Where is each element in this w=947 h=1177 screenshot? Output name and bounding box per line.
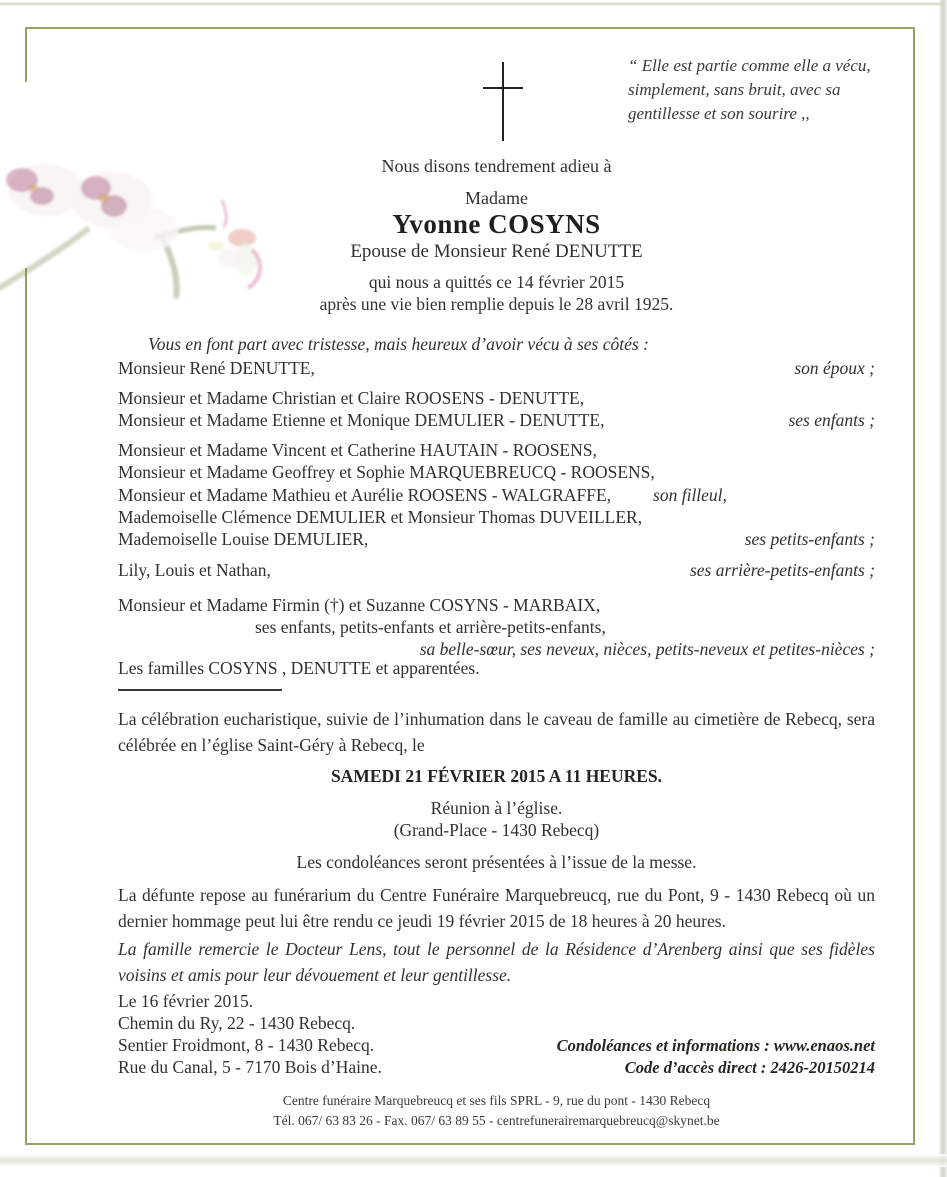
section-divider bbox=[118, 689, 282, 691]
relation-label: son filleul, bbox=[653, 485, 727, 505]
relation-label: ses arrière-petits-enfants ; bbox=[689, 560, 875, 580]
thanks-paragraph: La famille remercie le Docteur Lens, tout le personnel de la Résidence d’Arenberg ainsi que ses fidèles voisins et amis pour leur dévouement et leur gentillesse. bbox=[118, 939, 875, 985]
family-row bbox=[118, 485, 875, 506]
funeral-home-contact: Tél. 067/ 63 83 26 - Fax. 067/ 63 89 55 - centrefunerairemarquebreucq@skynet.be bbox=[273, 1113, 720, 1128]
notice-date: Le 16 février 2015. bbox=[118, 991, 254, 1011]
deceased-name: Yvonne COSYNS bbox=[392, 209, 601, 239]
birth-date-line: après une vie bien remplie depuis le 28 avril 1925. bbox=[319, 294, 674, 314]
family-member: Lily, Louis et Nathan, bbox=[118, 560, 271, 580]
family-member: Monsieur et Madame Geoffrey et Sophie MARQUEBREUCQ - ROOSENS, bbox=[118, 462, 655, 482]
quote-line-2: simplement, sans bruit, avec sa bbox=[628, 80, 841, 99]
address-line: Chemin du Ry, 22 - 1430 Rebecq. bbox=[118, 1013, 356, 1033]
relation-label: ses petits-enfants ; bbox=[744, 529, 875, 549]
scan-edge-top bbox=[0, 2, 947, 6]
relation-label: sa belle-sœur, ses neveux, nièces, petits-neveux et petites-nièces ; bbox=[419, 639, 875, 659]
family-member: Monsieur et Madame Vincent et Catherine HAUTAIN - ROOSENS, bbox=[118, 440, 597, 460]
access-code: Code d’accès direct : 2426-20150214 bbox=[624, 1058, 875, 1077]
family-member: Monsieur et Madame Christian et Claire ROOSENS - DENUTTE, bbox=[118, 388, 585, 408]
family-row: ses enfants, petits-enfants et arrière-petits-enfants, bbox=[255, 617, 606, 637]
family-member: Mademoiselle Clémence DEMULIER et Monsieur Thomas DUVEILLER, bbox=[118, 507, 643, 527]
cross-icon bbox=[502, 62, 504, 141]
family-row bbox=[118, 507, 875, 528]
condolences-note: Les condoléances seront présentées à l’issue de la messe. bbox=[296, 852, 697, 872]
ceremony-paragraph: La célébration eucharistique, suivie de l’inhumation dans le caveau de famille au cimetière de Rebecq, sera célébrée en l’église Saint-Géry à Rebecq, le bbox=[118, 709, 875, 755]
family-row bbox=[118, 595, 875, 616]
death-date-line: qui nous a quittés ce 14 février 2015 bbox=[368, 272, 625, 292]
family-member: Monsieur et Madame Etienne et Monique DEMULIER - DENUTTE, bbox=[118, 410, 605, 430]
address-and-website-row bbox=[118, 1035, 875, 1056]
meeting-place: (Grand-Place - 1430 Rebecq) bbox=[393, 820, 600, 840]
funeral-home-line: Centre funéraire Marquebreucq et ses fils SPRL - 9, rue du pont - 1430 Rebecq bbox=[282, 1093, 711, 1108]
quote-line-3: gentillesse et son sourire ,, bbox=[628, 104, 810, 123]
family-row bbox=[118, 388, 875, 409]
farewell-line: Nous disons tendrement adieu à bbox=[381, 156, 612, 176]
wake-paragraph: La défunte repose au funérarium du Centre Funéraire Marquebreucq, rue du Pont, 9 - 1430 Rebecq où un dernier hommage peut lui être rendu ce jeudi 19 février 2015 de 18 heures à 20 heures. bbox=[118, 885, 875, 931]
relation-label: ses enfants ; bbox=[788, 410, 875, 430]
families-line: Les familles COSYNS , DENUTTE et apparentées. bbox=[118, 658, 480, 678]
family-member: Mademoiselle Louise DEMULIER, bbox=[118, 529, 369, 549]
meeting-line: Réunion à l’église. bbox=[430, 798, 563, 818]
family-member: Monsieur René DENUTTE, bbox=[118, 358, 315, 378]
memorial-quote bbox=[628, 54, 884, 126]
family-row bbox=[118, 440, 875, 461]
family-row bbox=[118, 529, 875, 550]
family-row bbox=[118, 410, 875, 431]
family-row bbox=[118, 462, 875, 483]
honorific: Madame bbox=[465, 188, 528, 208]
cross-icon-bar bbox=[483, 87, 523, 89]
condolences-website: Condoléances et informations : www.enaos.net bbox=[556, 1036, 875, 1055]
family-member: Monsieur et Madame Mathieu et Aurélie ROOSENS - WALGRAFFE, bbox=[118, 485, 612, 505]
address-line: Sentier Froidmont, 8 - 1430 Rebecq. bbox=[118, 1035, 375, 1055]
family-row bbox=[118, 560, 875, 581]
scan-edge-right bbox=[938, 0, 947, 1177]
scan-edge-bottom bbox=[0, 1154, 947, 1167]
family-lead-line: Vous en font part avec tristesse, mais heureux d’avoir vécu à ses côtés : bbox=[148, 334, 649, 354]
spouse-line: Epouse de Monsieur René DENUTTE bbox=[350, 241, 643, 262]
family-row bbox=[118, 358, 875, 379]
address-and-code-row bbox=[118, 1057, 875, 1078]
address-line: Rue du Canal, 5 - 7170 Bois d’Haine. bbox=[118, 1057, 382, 1077]
family-member: Monsieur et Madame Firmin (†) et Suzanne COSYNS - MARBAIX, bbox=[118, 595, 601, 615]
ceremony-datetime: SAMEDI 21 FÉVRIER 2015 A 11 HEURES. bbox=[330, 766, 663, 786]
relation-label: son époux ; bbox=[794, 358, 875, 378]
quote-line-1: “ Elle est partie comme elle a vécu, bbox=[628, 56, 871, 75]
